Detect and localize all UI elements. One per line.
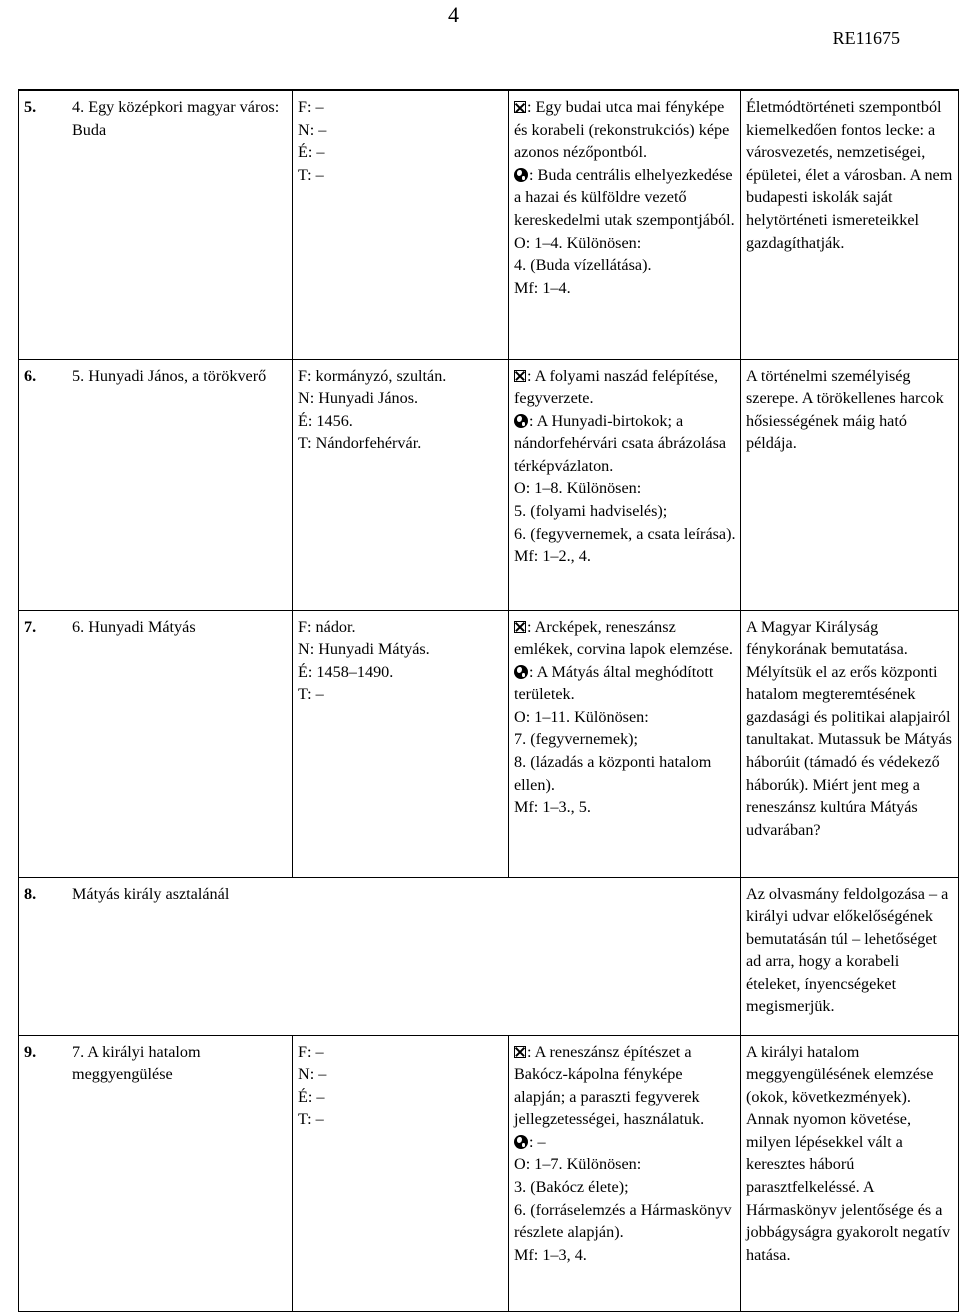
lesson-title: Mátyás király asztalánál (72, 884, 230, 903)
lesson-title: 7. A királyi hatalom meggyengülése (72, 1042, 201, 1084)
notes-text: A királyi hatalom meggyengülésének elemzése (okok, következmények). Annak nyomon követése, milyen lépésekkel vált a keresztes háború parasztfelkeléssé. A Hármaskönyv jelentősége és a jobbágyságra gyakorolt negatív hatása. (746, 1042, 951, 1264)
activity-line: Mf: 1–3., 5. (514, 798, 591, 817)
concepts-cell (293, 610, 509, 877)
activity-line: : A reneszánsz építészet a Bakócz-kápolna fényképe alapján; a paraszti fegyverek jellegzetességei, használatuk. (514, 1042, 705, 1129)
activity-line: 8. (lázadás a központi hatalom ellen). (514, 753, 712, 794)
table-row (19, 90, 959, 359)
activity-line: 3. (Bakócz élete); (514, 1178, 629, 1197)
concept-line: N: Hunyadi János. (298, 389, 419, 408)
activity-line: O: 1–7. Különösen: (514, 1155, 642, 1174)
lesson-cell (19, 1035, 293, 1311)
globe-icon (514, 1135, 528, 1149)
activity-line: : A Hunyadi-birtokok; a nándorfehérvári csata ábrázolása térképvázlaton. (514, 411, 727, 475)
activity-line: O: 1–4. Különösen: (514, 233, 642, 252)
notes-text: Az olvasmány feldolgozása – a királyi udvar előkelőségének bemutatásán túl – lehetőséget ad arra, hogy a korabeli ételeket, ínyencségeket megismerjük. (746, 884, 949, 1016)
concept-line: É: – (298, 1087, 325, 1106)
notes-text: A történelmi személyiség szerepe. A törökellenes harcok hősiességének máig ható példája. (746, 366, 944, 453)
concept-line: F: – (298, 1042, 324, 1061)
lesson-number: 5. (24, 98, 37, 116)
lesson-title: 5. Hunyadi János, a törökverő (72, 366, 267, 385)
image-box-icon (514, 101, 526, 113)
activity-line: 5. (folyami hadviselés); (514, 502, 668, 521)
concept-line: N: – (298, 120, 327, 139)
activity-line: : – (514, 1131, 737, 1154)
globe-icon (514, 168, 528, 182)
notes-text: Életmódtörténeti szempontból kiemelkedően fontos lecke: a városvezetés, nemzetiségei, épületei, élet a városban. A nem budapesti iskolák saját helytörténeti ismereteikkel gazdagíthatják. (746, 98, 953, 252)
notes-cell (741, 877, 959, 1035)
concept-line: É: 1456. (298, 411, 353, 430)
activity-line: Mf: 1–2., 4. (514, 547, 591, 566)
activity-line: O: 1–8. Különösen: (514, 479, 642, 498)
concepts-cell (293, 90, 509, 359)
notes-text: A Magyar Királyság fénykorának bemutatása. Mélyítsük el az erős központi hatalom megteremtésének gazdasági és politikai alapjairól tanultakat. Mutassuk be Mátyás háborúit (támadó és védekező háborúk). Miért jent meg a reneszánsz kultúra Mátyás udvarában? (746, 617, 952, 839)
activity-line: 7. (fegyvernemek); (514, 730, 639, 749)
concept-line: N: Hunyadi Mátyás. (298, 640, 430, 659)
concept-line: T: – (298, 165, 324, 184)
activity-line: 6. (forráselemzés a Hármaskönyv részlete alapján). (514, 1200, 732, 1242)
lesson-cell (19, 610, 293, 877)
lesson-cell (19, 90, 293, 359)
activity-line: : Egy budai utca mai fényképe és korabeli (rekonstrukciós) képe azonos nézőpontból. (514, 98, 730, 162)
lesson-number: 7. (24, 617, 37, 636)
notes-cell (741, 610, 959, 877)
image-box-icon (514, 1046, 526, 1058)
lesson-title: 6. Hunyadi Mátyás (72, 617, 196, 636)
activity-line: : Buda centrális elhelyezkedése a hazai és külföldre vezető kereskedelmi utak szempontjából. (514, 165, 735, 229)
concept-line: É: 1458–1490. (298, 662, 394, 681)
activities-cell (509, 1035, 741, 1311)
activity-line: 4. (Buda vízellátása). (514, 256, 652, 275)
activities-cell (509, 90, 741, 359)
concept-line: T: Nándorfehérvár. (298, 434, 422, 453)
document-code: RE11675 (832, 28, 900, 48)
activity-line: 6. (fegyvernemek, a csata leírása). (514, 524, 736, 543)
table-row (19, 359, 959, 610)
activity-line: : A Mátyás által meghódított területek. (514, 662, 714, 704)
concept-line: T: – (298, 1110, 324, 1129)
notes-cell (741, 359, 959, 610)
globe-icon (514, 414, 528, 428)
lesson-number: 6. (24, 366, 37, 385)
concept-line: F: kormányzó, szultán. (298, 366, 447, 385)
concept-line: N: – (298, 1065, 327, 1084)
activity-line: : A folyami naszád felépítése, fegyverzete. (514, 366, 719, 408)
activity-line: : Arcképek, reneszánsz emlékek, corvina lapok elemzése. (514, 617, 733, 659)
image-box-icon (514, 370, 526, 382)
image-box-icon (514, 621, 526, 633)
lesson-title: 4. Egy középkori magyar város: Buda (72, 98, 280, 139)
activity-line: Mf: 1–3, 4. (514, 1245, 587, 1264)
page-number: 4 (448, 2, 459, 27)
notes-cell (741, 90, 959, 359)
lesson-number: 8. (24, 884, 37, 903)
lesson-number: 9. (24, 1042, 37, 1061)
activities-cell (509, 610, 741, 877)
table-row (19, 877, 959, 1035)
concepts-cell (293, 1035, 509, 1311)
activity-line: O: 1–11. Különösen: (514, 707, 649, 726)
lesson-table (18, 89, 959, 1312)
table-row (19, 610, 959, 877)
concept-line: F: – (298, 98, 324, 116)
concept-line: T: – (298, 685, 324, 704)
lesson-cell (19, 359, 293, 610)
activities-cell (509, 359, 741, 610)
activity-line: Mf: 1–4. (514, 278, 571, 297)
concepts-cell (293, 359, 509, 610)
globe-icon (514, 665, 528, 679)
lesson-cell (19, 877, 741, 1035)
table-row (19, 1035, 959, 1311)
concept-line: É: – (298, 143, 325, 162)
concept-line: F: nádor. (298, 617, 356, 636)
notes-cell (741, 1035, 959, 1311)
